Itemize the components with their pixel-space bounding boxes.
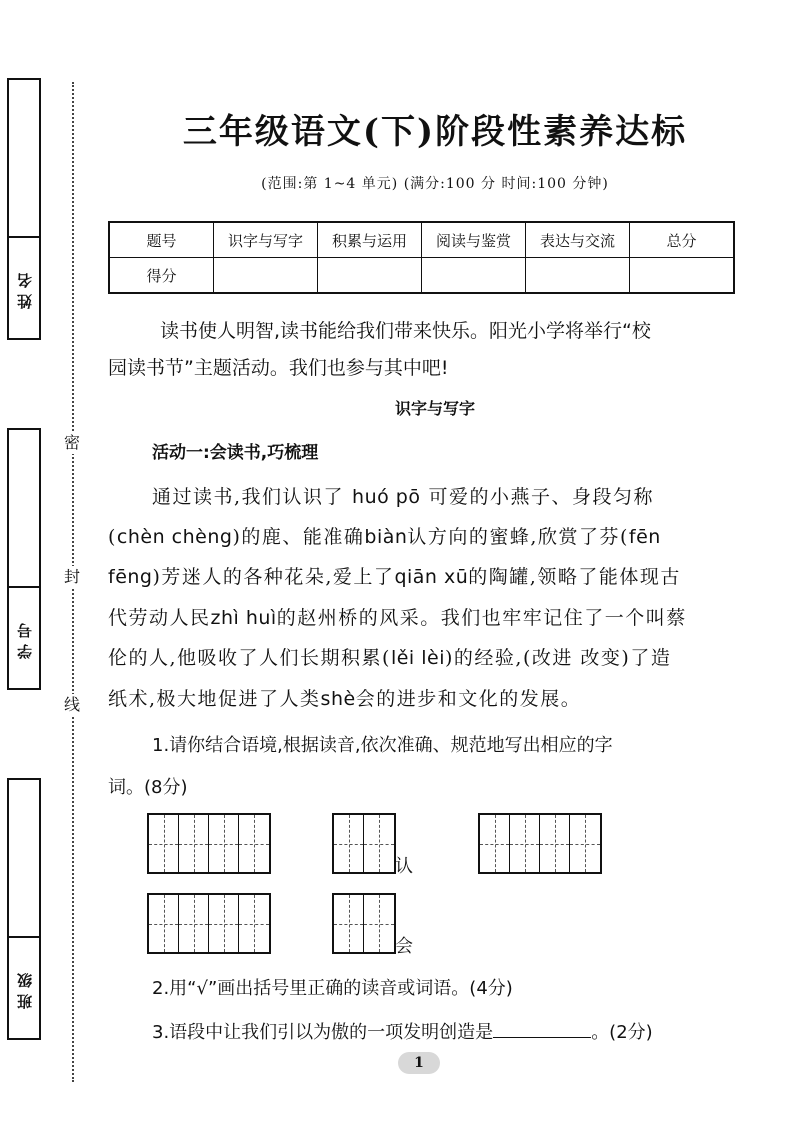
seal-char-xian: 线 bbox=[63, 695, 80, 714]
grid-cell[interactable] bbox=[149, 895, 179, 952]
grid-cell[interactable] bbox=[364, 815, 394, 872]
class-box bbox=[7, 778, 41, 1040]
passage-text: 的赵州桥的风采。我们也牢牢记住了一个叫蔡 bbox=[276, 607, 687, 629]
intro-text-1: 读书使人明智,读书能给我们带来快乐。阳光小学将举行“校 bbox=[160, 320, 651, 342]
grid-5-suffix: 会 bbox=[395, 936, 413, 957]
pinyin: lěi lèi bbox=[390, 647, 445, 669]
answer-blank[interactable] bbox=[493, 1019, 591, 1038]
score-header-cell: 题号 bbox=[109, 222, 214, 258]
passage-text: 认方向的蜜蜂,欣赏了芬( bbox=[407, 526, 629, 548]
passage-text: ( bbox=[108, 526, 117, 548]
passage-text: 纸术,极大地促进了人类 bbox=[108, 688, 321, 710]
question-3-score: 。(2分) bbox=[591, 1022, 653, 1043]
passage-text: )芳迷人的各种花朵,爱上了 bbox=[152, 566, 395, 588]
passage-text: 会的进步和文化的发展。 bbox=[355, 688, 582, 710]
exam-scope: (范围:第 1~4 单元) (满分:100 分 时间:100 分钟) bbox=[261, 176, 609, 192]
writing-grid-2[interactable] bbox=[332, 813, 396, 874]
writing-grid-3[interactable] bbox=[478, 813, 602, 874]
grid-cell[interactable] bbox=[179, 815, 209, 872]
grid-cell[interactable] bbox=[149, 815, 179, 872]
score-header-cell: 积累与运用 bbox=[318, 222, 422, 258]
intro-line-2 bbox=[108, 350, 733, 387]
grid-cell[interactable] bbox=[364, 895, 394, 952]
score-table-header-row bbox=[109, 222, 734, 258]
question-3 bbox=[108, 1018, 782, 1044]
writing-grid-5[interactable] bbox=[332, 893, 396, 954]
grid-cell[interactable] bbox=[209, 815, 239, 872]
writing-grid-4[interactable] bbox=[147, 893, 271, 954]
intro-text-2: 园读书节”主题活动。我们也参与其中吧! bbox=[108, 357, 449, 379]
student-id-box bbox=[7, 428, 41, 690]
class-label-cell bbox=[9, 936, 39, 1038]
passage-line-5 bbox=[108, 643, 733, 670]
score-cell[interactable] bbox=[526, 258, 630, 294]
score-header-cell: 阅读与鉴赏 bbox=[422, 222, 526, 258]
passage-line-1 bbox=[108, 482, 777, 509]
passage-text: 的陶罐,领略了能体现古 bbox=[468, 566, 681, 588]
score-cell[interactable] bbox=[422, 258, 526, 294]
pinyin: zhì huì bbox=[210, 607, 277, 629]
score-header-cell: 总分 bbox=[630, 222, 735, 258]
score-row-label: 得分 bbox=[109, 258, 214, 294]
name-label-cell bbox=[9, 236, 39, 338]
passage-line-2 bbox=[108, 522, 733, 549]
name-box bbox=[7, 78, 41, 340]
score-table-score-row bbox=[109, 258, 734, 294]
passage-text: 伦的人,他吸收了人们长期积累( bbox=[108, 647, 391, 669]
passage-line-3 bbox=[108, 562, 733, 589]
score-header-cell: 表达与交流 bbox=[526, 222, 630, 258]
passage-line-4 bbox=[108, 603, 733, 630]
seal-char-mi: 密 bbox=[63, 433, 80, 452]
score-header-cell: 识字与写字 bbox=[214, 222, 318, 258]
score-cell[interactable] bbox=[214, 258, 318, 294]
intro-line-1 bbox=[108, 313, 733, 350]
pinyin: shè bbox=[320, 688, 356, 710]
question-3-text: 3.语段中让我们引以为傲的一项发明创造是 bbox=[152, 1022, 494, 1043]
score-table bbox=[108, 221, 735, 294]
passage-line-6 bbox=[108, 684, 733, 711]
grid-cell[interactable] bbox=[540, 815, 570, 872]
name-label: 姓名 bbox=[15, 267, 34, 309]
passage-text: )的经验,(改进 改变)了造 bbox=[445, 647, 672, 669]
grid-cell[interactable] bbox=[480, 815, 510, 872]
id-label: 学号 bbox=[15, 617, 34, 659]
passage-text: 通过读书,我们认识了 bbox=[152, 486, 345, 508]
pinyin: fēn bbox=[628, 526, 661, 548]
page-number: 1 bbox=[398, 1052, 440, 1074]
seal-char-feng: 封 bbox=[63, 567, 80, 586]
grid-cell[interactable] bbox=[334, 895, 364, 952]
writing-grid-1[interactable] bbox=[147, 813, 271, 874]
passage-text: 代劳动人民 bbox=[108, 607, 211, 629]
question-2: 2.用“√”画出括号里正确的读音或词语。(4分) bbox=[152, 978, 513, 999]
page-title: 三年级语文(下)阶段性素养达标 bbox=[182, 112, 688, 152]
grid-2-suffix: 认 bbox=[395, 856, 413, 877]
grid-cell[interactable] bbox=[510, 815, 540, 872]
pinyin: chèn chèng bbox=[116, 526, 233, 548]
grid-cell[interactable] bbox=[179, 895, 209, 952]
grid-cell[interactable] bbox=[209, 895, 239, 952]
question-1-line-2: 词。(8分) bbox=[108, 777, 188, 798]
pinyin: qiān xū bbox=[394, 566, 469, 588]
passage-text: 可爱的小燕子、身段匀称 bbox=[428, 486, 654, 508]
score-cell[interactable] bbox=[318, 258, 422, 294]
grid-cell[interactable] bbox=[570, 815, 600, 872]
pinyin: fēng bbox=[108, 566, 153, 588]
activity-title: 活动一:会读书,巧梳理 bbox=[152, 443, 319, 463]
grid-cell[interactable] bbox=[334, 815, 364, 872]
id-label-cell bbox=[9, 586, 39, 688]
grid-cell[interactable] bbox=[239, 895, 269, 952]
pinyin: huó pō bbox=[352, 486, 421, 508]
class-label: 班级 bbox=[15, 967, 34, 1009]
passage-text: )的鹿、能准确 bbox=[232, 526, 365, 548]
section-title: 识字与写字 bbox=[394, 399, 475, 418]
grid-cell[interactable] bbox=[239, 815, 269, 872]
question-1-line-1: 1.请你结合语境,根据读音,依次准确、规范地写出相应的字 bbox=[152, 735, 613, 756]
score-cell[interactable] bbox=[630, 258, 735, 294]
pinyin: biàn bbox=[364, 526, 408, 548]
